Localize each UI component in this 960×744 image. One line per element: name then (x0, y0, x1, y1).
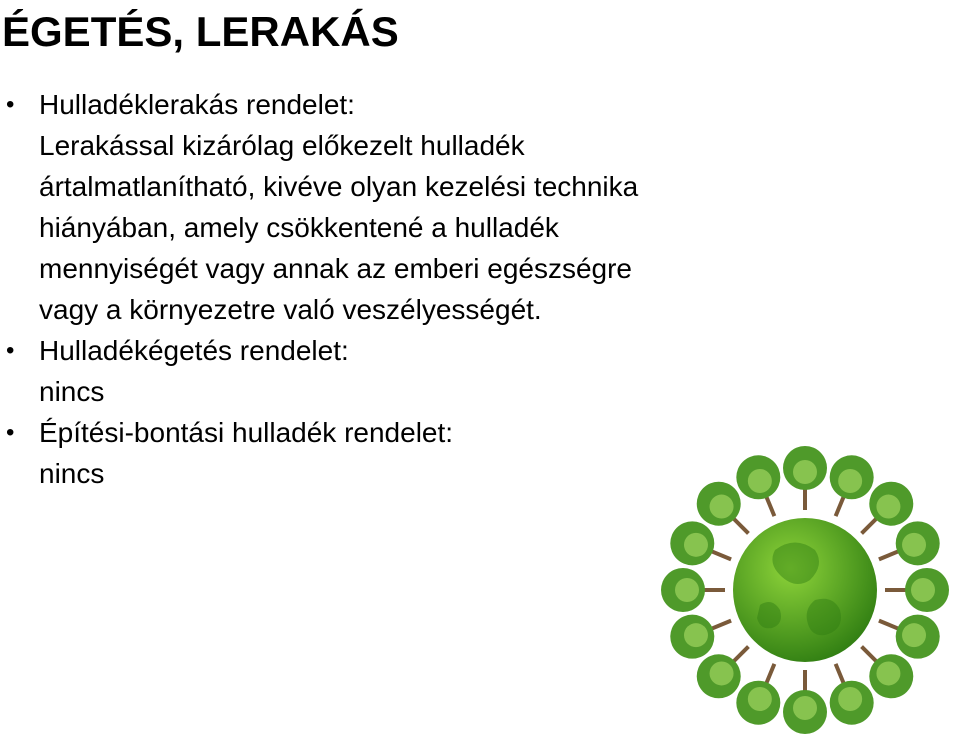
globe-sphere (733, 518, 877, 662)
bullet-line: Lerakással kizárólag előkezelt hulladék (39, 130, 525, 161)
tree-icon (783, 446, 827, 510)
bullet-incineration-regulation (0, 330, 820, 412)
bullet-line: mennyiségét vagy annak az emberi egészségre (39, 253, 633, 284)
green-globe-illustration (655, 440, 955, 740)
bullet-dot: • (6, 419, 15, 446)
bullet-dot: • (6, 91, 15, 118)
tree-icon (736, 664, 780, 725)
bullet-line: Hulladéklerakás rendelet: (39, 89, 355, 120)
bullet-line: nincs (39, 376, 105, 407)
tree-icon (783, 670, 827, 734)
tree-icon (885, 568, 949, 612)
tree-icon (879, 521, 940, 565)
globe-continent (807, 599, 841, 635)
tree-icon (830, 664, 874, 725)
bullet-line: Építési-bontási hulladék rendelet: (39, 417, 454, 448)
bullet-line: nincs (39, 458, 105, 489)
bullet-line: Hulladékégetés rendelet: (39, 335, 349, 366)
tree-icon (736, 455, 780, 516)
slide-title: ÉGETÉS, LERAKÁS (2, 8, 399, 55)
bullet-line: ártalmatlanítható, kivéve olyan kezelési technika (39, 171, 639, 202)
green-globe-with-tree-ring-icon (655, 440, 955, 740)
bullet-dot: • (6, 337, 15, 364)
bullet-landfill-regulation (0, 84, 820, 330)
bullet-line: hiányában, amely csökkentené a hulladék (39, 212, 559, 243)
bullet-line: vagy a környezetre való veszélyességét. (39, 294, 542, 325)
tree-icon (670, 615, 731, 659)
tree-icon (670, 521, 731, 565)
tree-icon (661, 568, 725, 612)
tree-icon (830, 455, 874, 516)
bullet-list (0, 84, 820, 494)
tree-icon (879, 615, 940, 659)
